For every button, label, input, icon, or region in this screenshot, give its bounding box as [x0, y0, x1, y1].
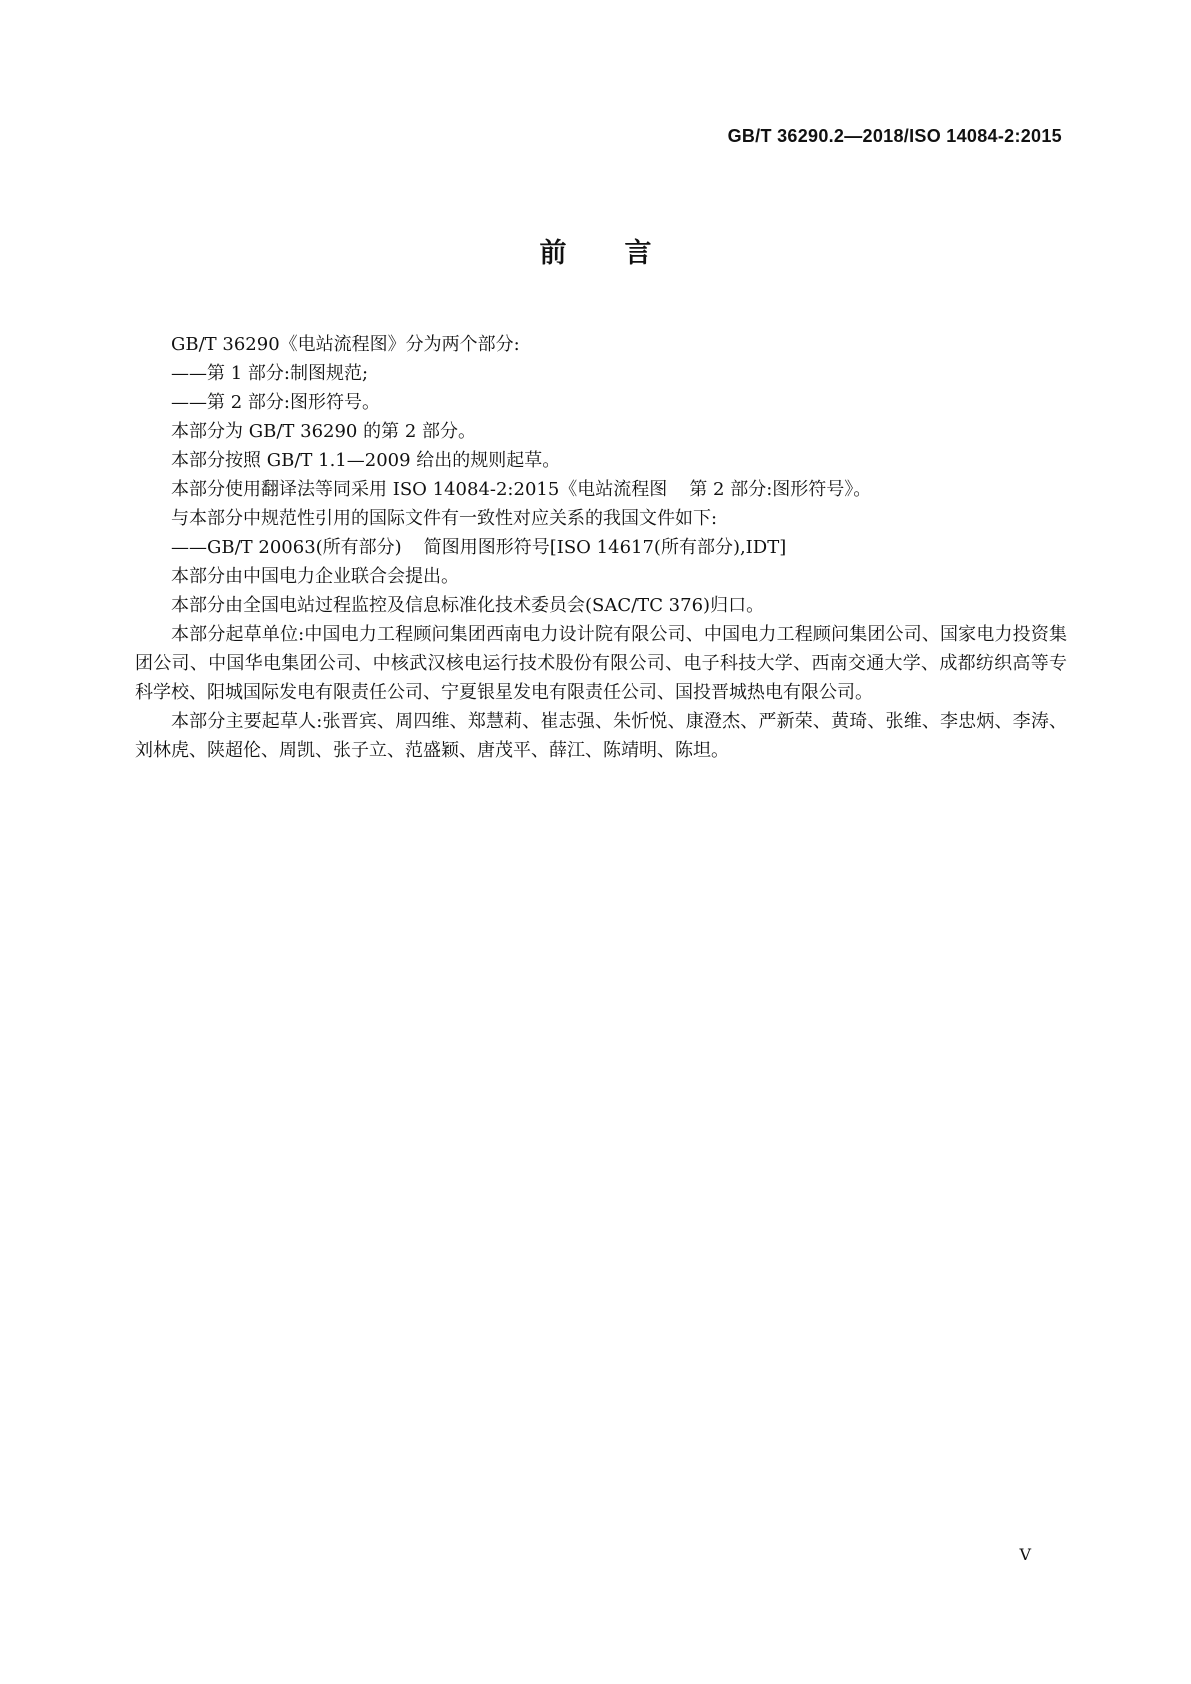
paragraph-drafters: 本部分主要起草人:张晋宾、周四维、郑慧莉、崔志强、朱忻悦、康澄杰、严新荣、黄琦、张维、李忠炳、李涛、刘林虎、陕超伦、周凯、张子立、范盛颖、唐茂平、薛江、陈靖明、陈坦。	[135, 711, 1067, 761]
standard-code: GB/T 36290.2—2018/ISO 14084-2:2015	[727, 126, 1062, 146]
paragraph-drafting-units: 本部分起草单位:中国电力工程顾问集团西南电力设计院有限公司、中国电力工程顾问集团公司、国家电力投资集团公司、中国华电集团公司、中核武汉核电运行技术股份有限公司、电子科技大学、西南交通大学、成都纺织高等专科学校、阳城国际发电有限责任公司、宁夏银星发电有限责任公司、国投晋城热电有限公司。	[135, 624, 1067, 703]
page-title: 前言	[539, 238, 710, 269]
paragraph-committee: 本部分由全国电站过程监控及信息标准化技术委员会(SAC/TC 376)归口。	[171, 595, 765, 616]
paragraph-correspondence: 与本部分中规范性引用的国际文件有一致性对应关系的我国文件如下:	[171, 508, 718, 529]
correspondence-standard: ——GB/T 20063(所有部分)	[171, 537, 402, 558]
paragraph-part-statement: 本部分为 GB/T 36290 的第 2 部分。	[171, 421, 476, 442]
page-number: V	[1019, 1545, 1031, 1564]
adoption-text-part1: 本部分使用翻译法等同采用 ISO 14084-2:2015《电站流程图	[171, 479, 668, 500]
paragraph-drafting-rules: 本部分按照 GB/T 1.1—2009 给出的规则起草。	[171, 450, 561, 471]
correspondence-title: 简图用图形符号[ISO 14617(所有部分),IDT]	[423, 537, 787, 558]
foreword-body	[135, 330, 1067, 765]
list-item-correspondence	[135, 533, 1067, 562]
paragraph-adoption	[135, 475, 1067, 504]
list-item-part2: ——第 2 部分:图形符号。	[171, 392, 380, 413]
paragraph-series-intro: GB/T 36290《电站流程图》分为两个部分:	[171, 334, 520, 355]
adoption-text-part2: 第 2 部分:图形符号》。	[689, 479, 872, 500]
paragraph-proposer: 本部分由中国电力企业联合会提出。	[171, 566, 459, 587]
list-item-part1: ——第 1 部分:制图规范;	[171, 363, 369, 384]
